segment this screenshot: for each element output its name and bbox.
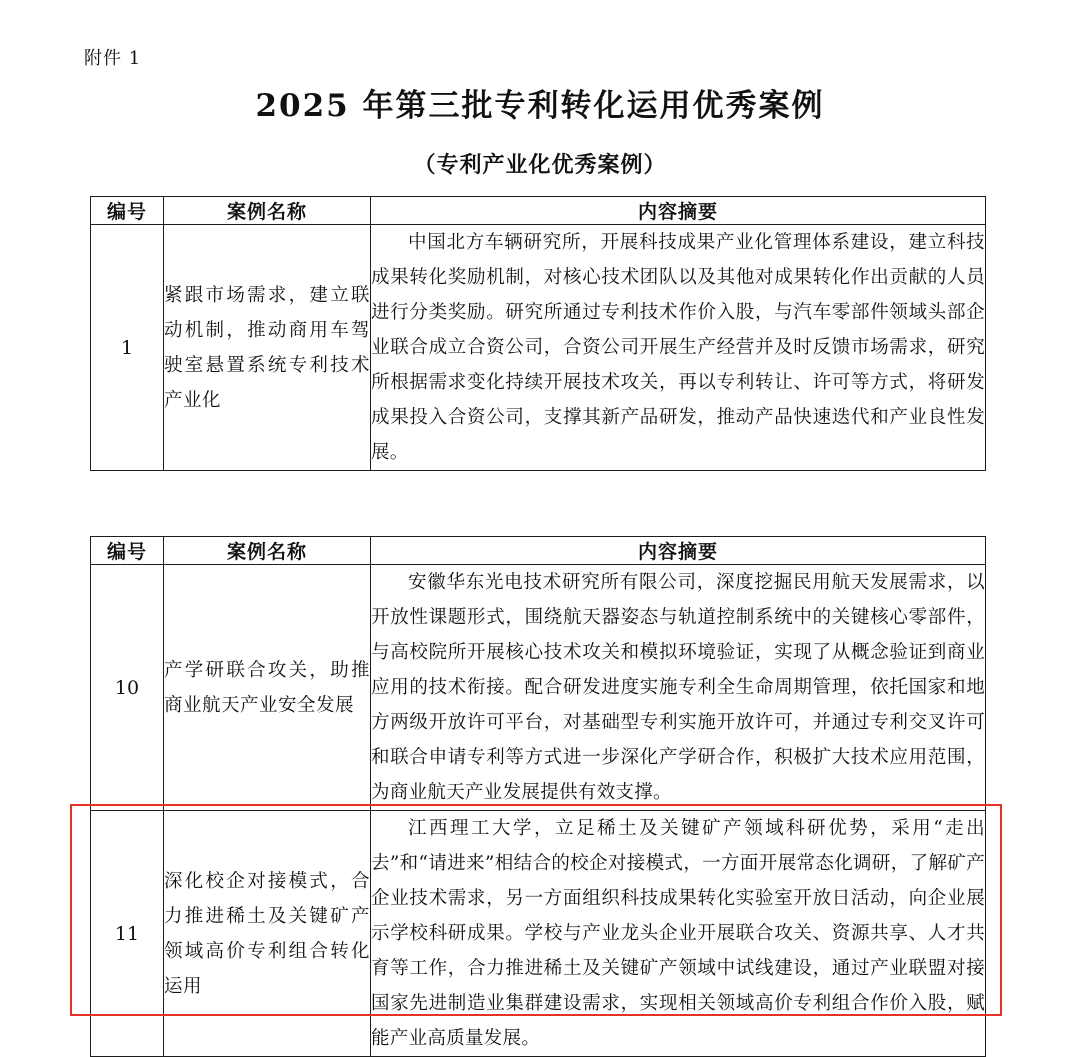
cell-number: 1 <box>91 225 164 471</box>
cell-case-name: 产学研联合攻关，助推商业航天产业安全发展 <box>164 565 371 811</box>
cell-number: 10 <box>91 565 164 811</box>
page-subtitle: （专利产业化优秀案例） <box>413 152 667 178</box>
cell-case-name: 紧跟市场需求，建立联动机制，推动商用车驾驶室悬置系统专利技术产业化 <box>164 225 371 471</box>
cell-summary: 安徽华东光电技术研究所有限公司，深度挖掘民用航天发展需求，以开放性课题形式，围绕航天器姿态与轨道控制系统中的关键核心零部件，与高校院所开展核心技术攻关和模拟环境验证，实现了从概念验证到商业应用的技术衔接。配合研发进度实施专利全生命周期管理，依托国家和地方两级开放许可平台，对基础型专利实施开放许可，并通过专利交叉许可和联合申请专利等方式进一步深化产学研合作，积极扩大技术应用范围，为商业航天产业发展提供有效支撑。 <box>371 565 986 811</box>
column-header-summary: 内容摘要 <box>371 537 986 565</box>
cell-case-name: 深化校企对接模式，合力推进稀土及关键矿产领域高价专利组合转化运用 <box>164 811 371 1057</box>
attachment-label: 附件 1 <box>84 48 142 69</box>
table-header-row <box>91 537 986 565</box>
cell-summary: 江西理工大学，立足稀土及关键矿产领域科研优势，采用“走出去”和“请进来”相结合的校企对接模式，一方面开展常态化调研，了解矿产企业技术需求，另一方面组织科技成果转化实验室开放日活动，向企业展示学校科研成果。学校与产业龙头企业开展联合攻关、资源共享、人才共育等工作，合力推进稀土及关键矿产领域中试线建设，通过产业联盟对接国家先进制造业集群建设需求，实现相关领域高价专利组合作价入股，赋能产业高质量发展。 <box>371 811 986 1057</box>
column-header-case-name: 案例名称 <box>164 197 371 225</box>
page-title: 2025 年第三批专利转化运用优秀案例 <box>255 88 825 124</box>
column-header-number: 编号 <box>91 197 164 225</box>
table-row <box>91 225 986 471</box>
cell-summary: 中国北方车辆研究所，开展科技成果产业化管理体系建设，建立科技成果转化奖励机制，对核心技术团队以及其他对成果转化作出贡献的人员进行分类奖励。研究所通过专利技术作价入股，与汽车零部件领域头部企业联合成立合资公司，合资公司开展生产经营并及时反馈市场需求，研究所根据需求变化持续开展技术攻关，再以专利转让、许可等方式，将研发成果投入合资公司，支撑其新产品研发，推动产品快速迭代和产业良性发展。 <box>371 225 986 471</box>
table-row-highlighted <box>91 811 986 1057</box>
table-row <box>91 565 986 811</box>
table-header-row <box>91 197 986 225</box>
column-header-number: 编号 <box>91 537 164 565</box>
case-table-first <box>90 196 986 471</box>
cell-number: 11 <box>91 811 164 1057</box>
column-header-summary: 内容摘要 <box>371 197 986 225</box>
column-header-case-name: 案例名称 <box>164 537 371 565</box>
case-table-second <box>90 536 986 1057</box>
